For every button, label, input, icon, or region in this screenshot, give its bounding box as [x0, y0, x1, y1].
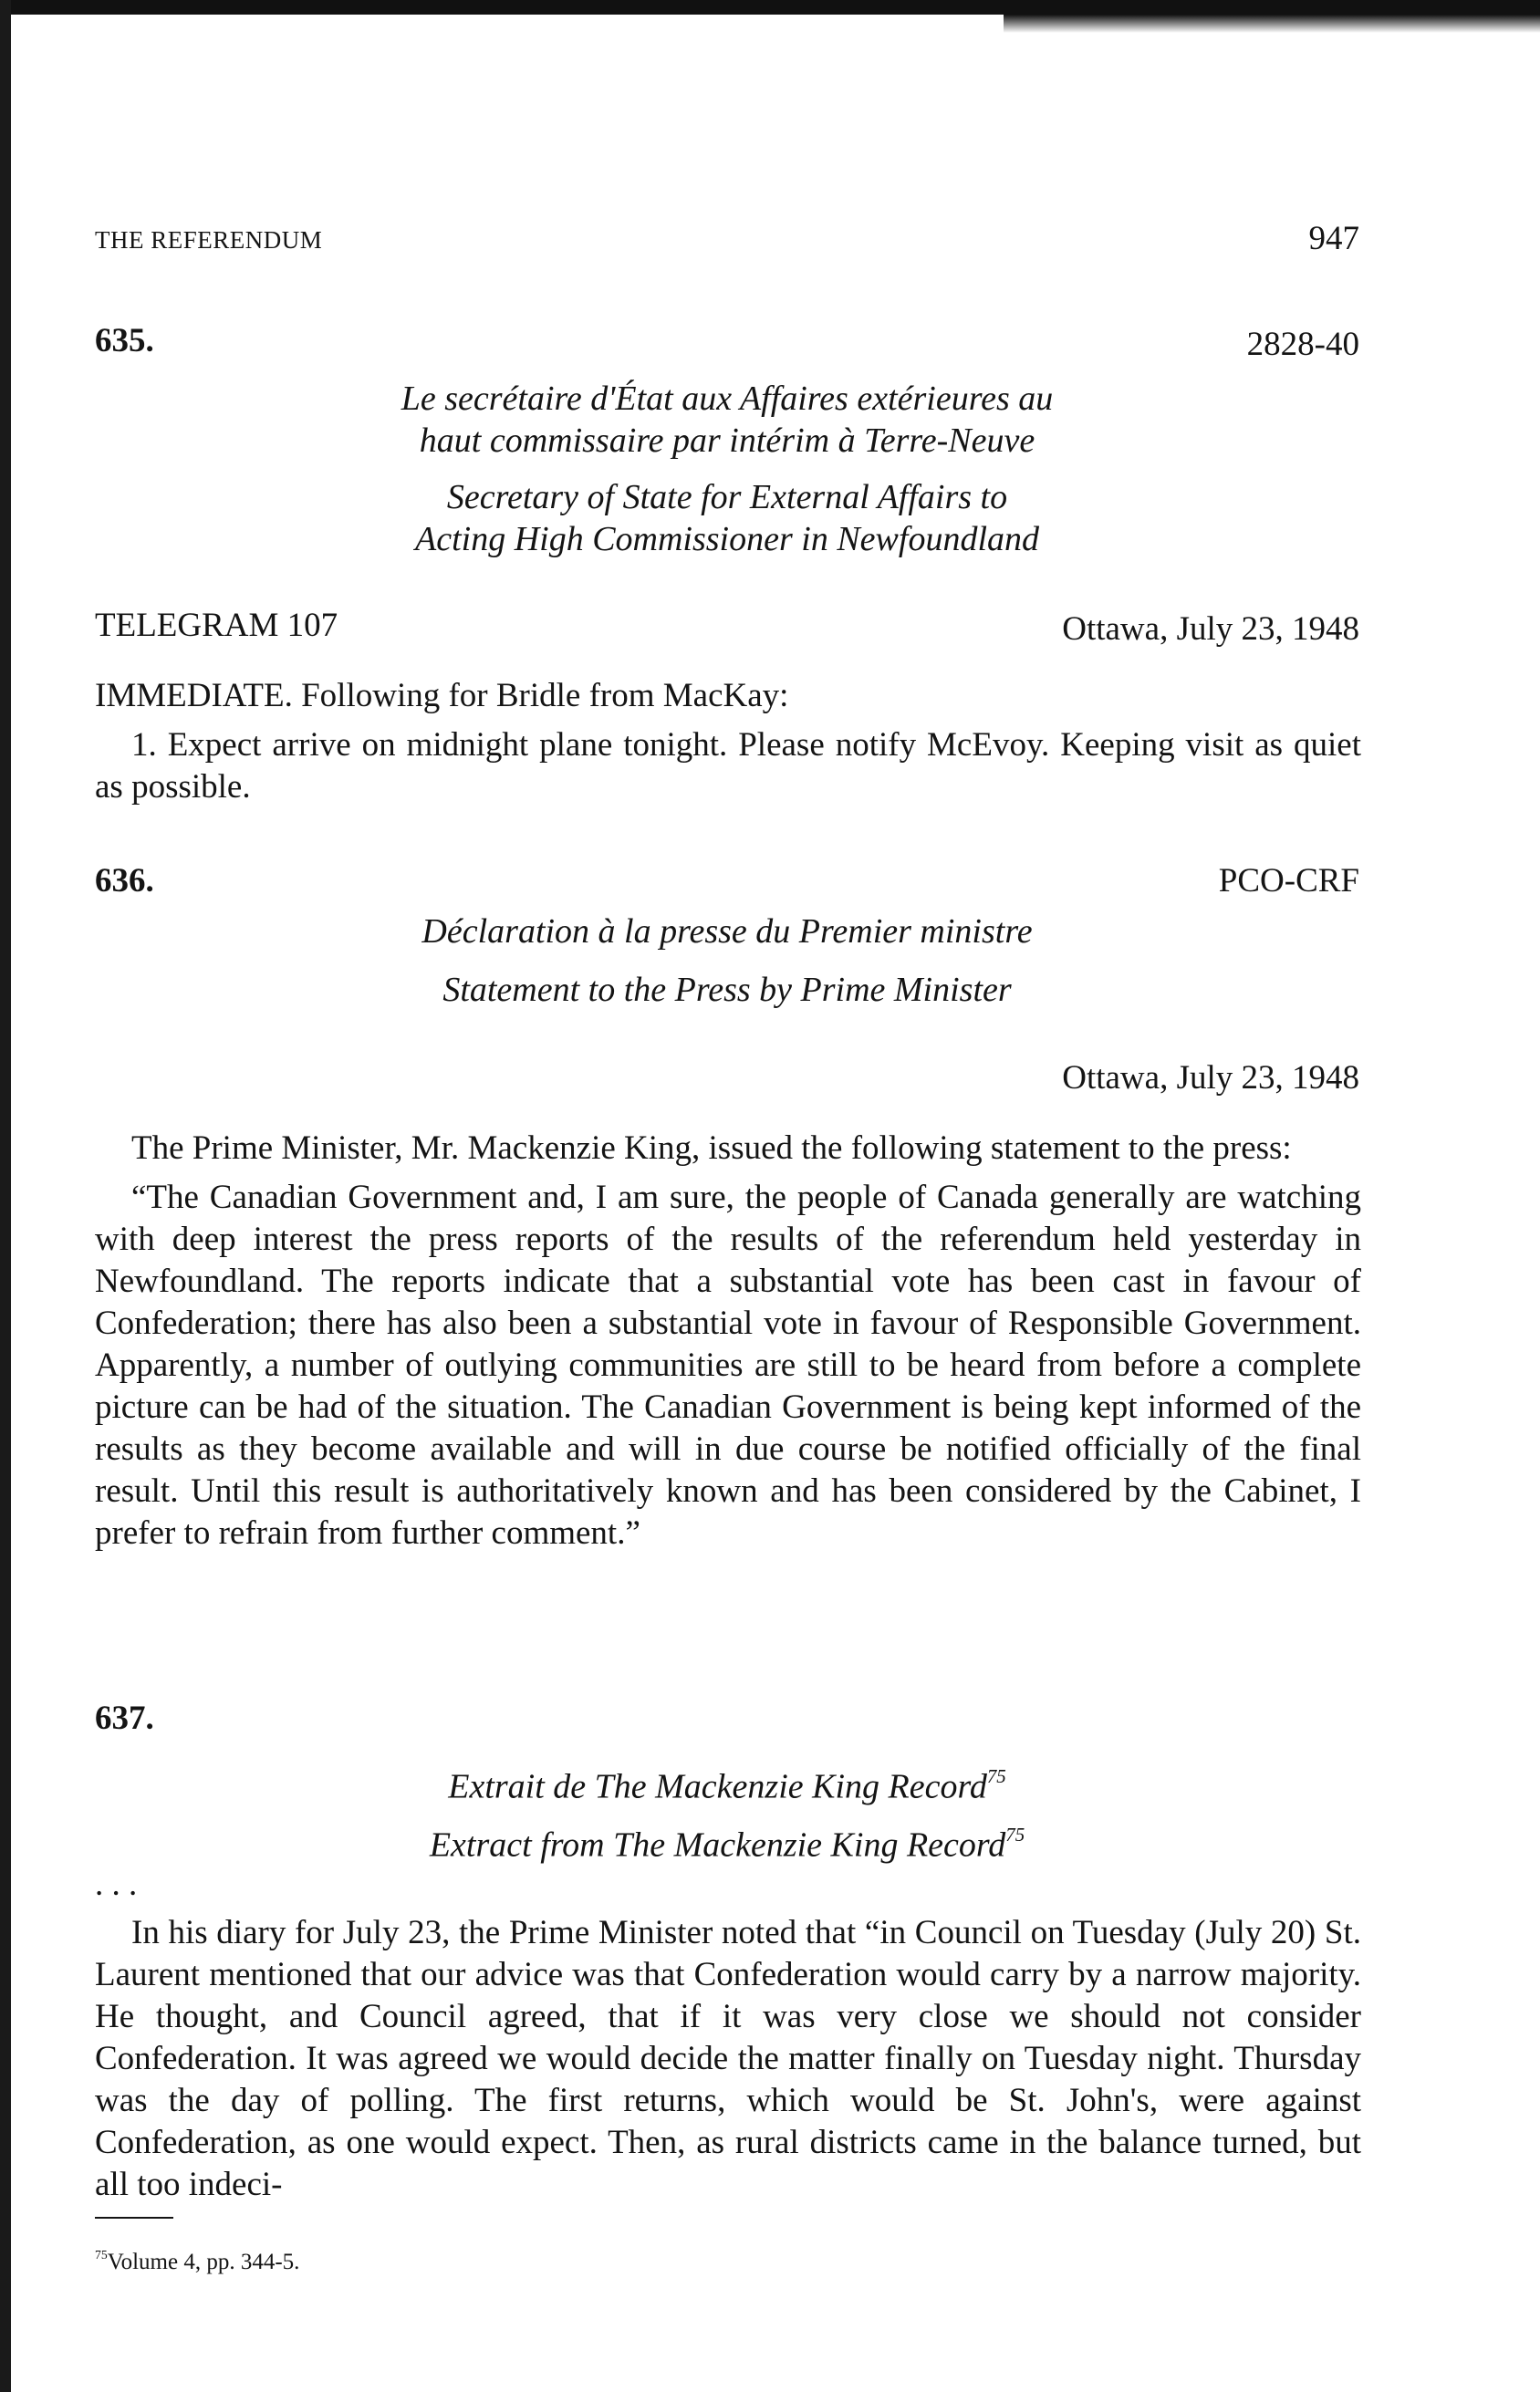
body-636-para1: The Prime Minister, Mr. Mackenzie King, issued the following statement to the press:: [131, 1129, 1292, 1167]
title-en-637-text: Extract from The Mackenzie King Record: [429, 1825, 1006, 1865]
footnote-text: Volume 4, pp. 344-5.: [107, 2250, 300, 2274]
reference-636: PCO-CRF: [1218, 862, 1359, 900]
title-en-635-line1: Secretary of State for External Affairs to: [446, 478, 1008, 516]
scan-top-edge-shadow: [1004, 15, 1540, 33]
immediate-line: [95, 675, 1361, 717]
body-635: [95, 724, 1361, 808]
footnote-mark: 75: [95, 2248, 108, 2262]
footnote-ref-637-en: 75: [1005, 1824, 1025, 1846]
telegram-label: TELEGRAM 107: [95, 607, 338, 644]
title-fr-636: Déclaration à la presse du Premier ministre: [421, 912, 1033, 951]
document-number-636: 636.: [95, 862, 154, 900]
reference-635: 2828-40: [1246, 326, 1359, 363]
body-637: [95, 1912, 1361, 2206]
running-title: THE REFERENDUM: [95, 226, 323, 254]
title-fr-635-line1: Le secrétaire d'État aux Affaires extérieures au: [401, 380, 1054, 418]
ellipsis: . . .: [95, 1866, 138, 1903]
scan-top-edge: [0, 0, 1540, 15]
body-635-text: 1. Expect arrive on midnight plane tonight. Please notify McEvoy. Keeping visit as quiet as possible.: [95, 726, 1361, 806]
body-636: [95, 1128, 1361, 1555]
title-en-637: [95, 1814, 1359, 1867]
body-637-para1: In his diary for July 23, the Prime Minister noted that “in Council on Tuesday (July 20) St. Laurent mentioned that our advice was that Confederation would carry by a narrow majority. He thought, and Council agreed, that if it was very close we should not consider Confederation. It was agreed we would decide the matter finally on Tuesday night. Thursday was the day of polling. The first returns, which would be St. John's, were against Confederation, as one would expect. Then, as rural districts came in the balance turned, but all too indeci-: [95, 1914, 1361, 2203]
body-636-para2: “The Canadian Government and, I am sure, the people of Canada generally are watching with deep interest the press reports of the results of the referendum held yesterday in Newfoundland. The reports indicate that a substantial vote has been cast in favour of Confederation; there has also been a substantial vote in favour of Responsible Government. Apparently, a number of outlying communities are still to be heard from before a complete picture can be had of the situation. The Canadian Government is being kept informed of the results as they become available and will in due course be notified officially of the final result. Until this result is authoritatively known and has been considered by the Cabinet, I prefer to refrain from further comment.”: [95, 1179, 1361, 1552]
document-number-635: 635.: [95, 322, 154, 359]
date-place-635: Ottawa, July 23, 1948: [1062, 610, 1359, 648]
title-en-636: Statement to the Press by Prime Minister: [442, 971, 1012, 1009]
footnote-rule: [95, 2217, 173, 2219]
footnote: [95, 2248, 299, 2275]
scan-left-edge: [0, 0, 11, 2392]
date-place-636: Ottawa, July 23, 1948: [1062, 1059, 1359, 1097]
footnote-ref-637-fr: 75: [986, 1765, 1006, 1787]
page-number: 947: [1308, 220, 1359, 257]
title-en-635-line2: Acting High Commissioner in Newfoundland: [415, 520, 1039, 558]
title-fr-637-text: Extrait de The Mackenzie King Record: [448, 1767, 987, 1806]
title-fr-635-line2: haut commissaire par intérim à Terre-Neuve: [419, 421, 1035, 460]
document-number-637: [95, 1699, 154, 1738]
immediate-text: IMMEDIATE. Following for Bridle from MacKay:: [95, 677, 789, 714]
document-number-637-text: 637.: [95, 1700, 154, 1737]
title-fr-637: [95, 1755, 1359, 1808]
